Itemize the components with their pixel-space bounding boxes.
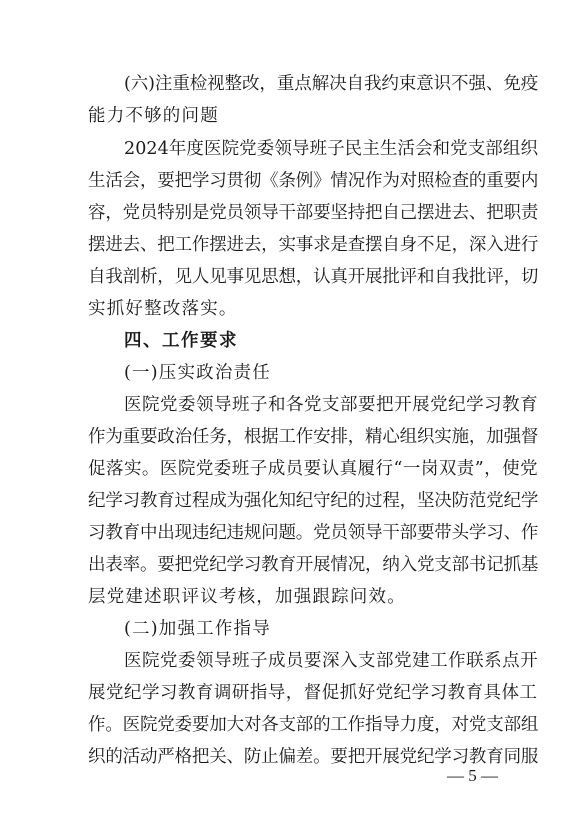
text-line: 实抓好整改落实。: [88, 299, 238, 319]
text-line: 能力不够的问题: [88, 106, 219, 126]
text-line: 作为重要政治任务，根据工作安排，精心组织实施，加强督: [88, 427, 539, 447]
page-number: — 5 —: [447, 766, 498, 785]
paragraph-start: 医院党委领导班子和各党支部要把开展党纪学习教育: [124, 395, 539, 415]
text-line: 容，党员特别是党员领导干部要坚持把自己摆进去、把职责: [88, 203, 539, 223]
text-line: 出表率。要把党纪学习教育开展情况，纳入党支部书记抓基: [88, 555, 539, 575]
text-line: 习教育中出现违纪违规问题。党员领导干部要带头学习、作: [88, 523, 539, 543]
paragraph-start: 2024年度医院党委领导班子民主生活会和党支部组织: [124, 139, 539, 159]
subheading-6: (六)注重检视整改，重点解决自我约束意识不强、免疫: [124, 74, 539, 94]
section-heading: 四、工作要求: [124, 331, 238, 351]
text-line: 层党建述职评议考核，加强跟踪问效。: [88, 587, 406, 607]
paragraph-start: 医院党委领导班子成员要深入支部党建工作联系点开: [124, 651, 539, 671]
text-line: 展党纪学习教育调研指导，督促抓好党纪学习教育具体工: [88, 683, 538, 703]
text-line: 促落实。医院党委班子成员要认真履行“一岗双责”，使党: [88, 459, 539, 479]
text-line: 作。医院党委要加大对各支部的工作指导力度，对党支部组: [88, 715, 539, 735]
subheading-1: (一)压实政治责任: [124, 363, 271, 383]
text-line: 摆进去、把工作摆进去，实事求是查摆自身不足，深入进行: [88, 235, 539, 255]
subheading-2: (二)加强工作指导: [124, 619, 271, 639]
text-line: 纪学习教育过程成为强化知纪守纪的过程，坚决防范党纪学: [88, 491, 539, 511]
text-line: 织的活动严格把关、防止偏差。要把开展党纪学习教育同服: [88, 747, 539, 767]
text-line: 生活会，要把学习贯彻《条例》情况作为对照检查的重要内: [88, 171, 539, 191]
text-line: 自我剖析，见人见事见思想，认真开展批评和自我批评，切: [88, 267, 539, 287]
